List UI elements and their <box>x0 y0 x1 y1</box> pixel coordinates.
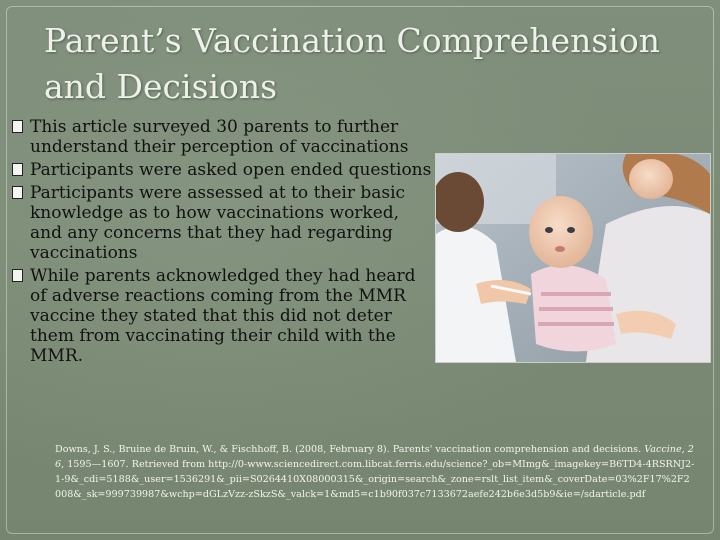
bullet-item <box>12 117 432 157</box>
checkbox-bullet-icon <box>12 186 23 199</box>
bullet-item <box>12 266 432 366</box>
bullet-text: Participants were asked open ended questions <box>30 160 432 180</box>
bullet-text: While parents acknowledged they had heard of adverse reactions coming from the MMR vaccine they stated that this did not deter them from vaccinating their child with the MMR. <box>30 266 416 366</box>
bullet-list <box>12 117 432 369</box>
citation-authors: Downs, J. S., Bruine de Bruin, W., & Fischhoff, B. (2008, February 8). Parents' vaccination comprehension and decisions. <box>55 444 645 455</box>
citation <box>55 442 695 502</box>
citation-details: , 1595—1607. Retrieved from http://0-www.sciencedirect.com.libcat.ferris.edu/science?_ob=MImg&_imagekey=B6TD4-4RSRNJ2-1-9&_cdi=5188&_user=1536291&_pii=S0264410X08000315&_origin=search&_zone=rslt_list_item&_coverDate=03%2F17%2F2008&_sk=999739987&wchp=dGLzVzz-zSkzS&_valck=1&md5=c1b90f037c7133672aefe242b6e3d5b9&ie=/sdarticle.pdf <box>55 459 695 500</box>
checkbox-bullet-icon <box>12 269 23 282</box>
bullet-item <box>12 183 432 263</box>
vaccination-photo <box>435 153 711 363</box>
mother-face <box>629 159 673 199</box>
bullet-text: This article surveyed 30 parents to further understand their perception of vaccinations <box>30 117 409 157</box>
checkbox-bullet-icon <box>12 120 23 133</box>
baby-mouth <box>555 246 565 252</box>
baby-eye-left <box>545 227 553 233</box>
baby-head <box>529 196 593 268</box>
checkbox-bullet-icon <box>12 163 23 176</box>
bullet-item <box>12 160 432 180</box>
slide-title: Parent’s Vaccination Comprehension and Decisions <box>44 21 660 106</box>
baby-eye-right <box>567 227 575 233</box>
citation-journal: Vaccine, 26 <box>55 444 694 470</box>
bullet-text: Participants were assessed at to their basic knowledge as to how vaccinations worked, and any concerns that they had regarding vaccinations <box>30 183 406 263</box>
